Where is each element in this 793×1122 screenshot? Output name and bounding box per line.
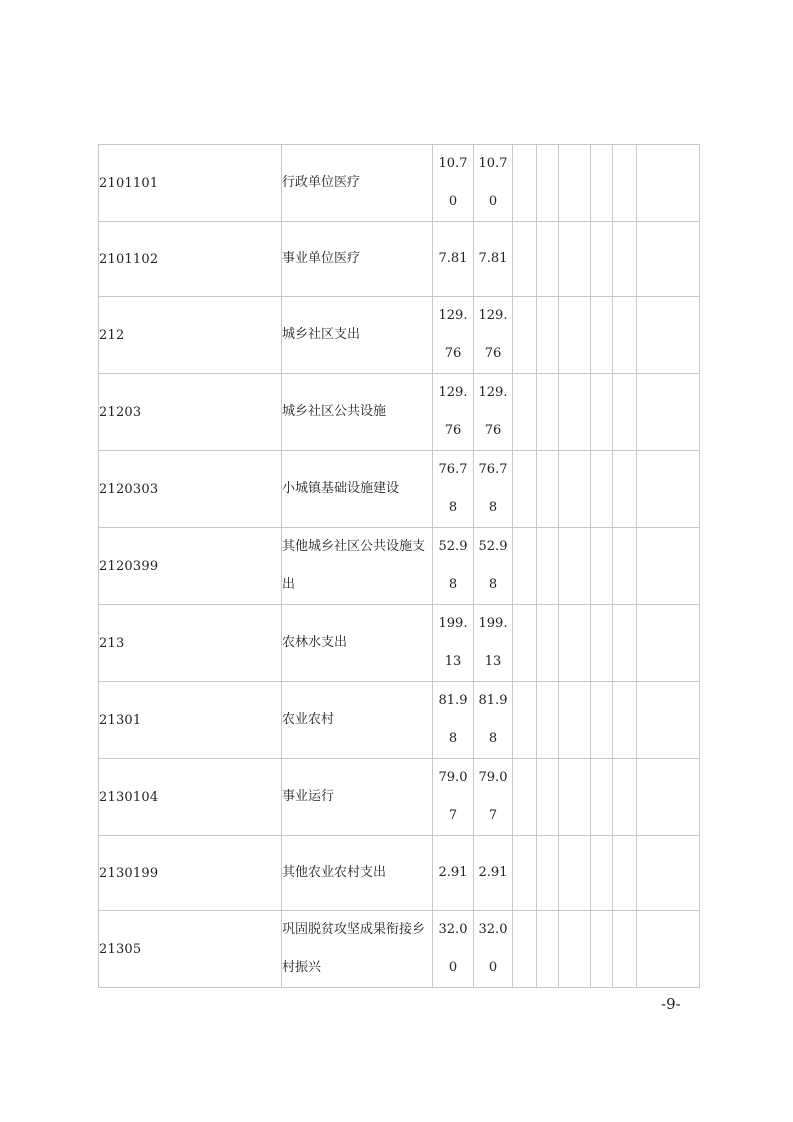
row-value-1-cell xyxy=(433,145,474,222)
empty-cell xyxy=(537,297,559,374)
row-code-cell: 21305 xyxy=(99,911,282,988)
row-code-cell: 2130199 xyxy=(99,836,282,911)
empty-cell xyxy=(591,222,613,297)
empty-cell xyxy=(637,759,700,836)
empty-cell xyxy=(559,605,591,682)
cell-value: 76.78 xyxy=(438,462,468,515)
empty-cell xyxy=(513,528,537,605)
row-code-cell: 21301 xyxy=(99,682,282,759)
cell-value: 81.98 xyxy=(478,693,508,746)
empty-cell xyxy=(591,374,613,451)
cell-value: 129.76 xyxy=(478,385,508,438)
row-name-cell: 农林水支出 xyxy=(282,605,433,682)
empty-cell xyxy=(591,759,613,836)
row-code-cell: 21203 xyxy=(99,374,282,451)
row-code-cell: 2120303 xyxy=(99,451,282,528)
budget-table xyxy=(98,144,700,988)
empty-cell xyxy=(591,605,613,682)
empty-cell xyxy=(637,911,700,988)
row-value-1-cell xyxy=(433,911,474,988)
empty-cell xyxy=(637,451,700,528)
empty-cell xyxy=(537,759,559,836)
row-value-1-cell xyxy=(433,451,474,528)
row-name-cell: 小城镇基础设施建设 xyxy=(282,451,433,528)
empty-cell xyxy=(559,682,591,759)
table-row xyxy=(99,297,700,374)
row-value-1-cell xyxy=(433,374,474,451)
empty-cell xyxy=(613,451,637,528)
empty-cell xyxy=(613,145,637,222)
empty-cell xyxy=(637,297,700,374)
empty-cell xyxy=(637,222,700,297)
cell-value: 10.70 xyxy=(478,156,508,209)
cell-value: 32.00 xyxy=(438,922,468,975)
empty-cell xyxy=(513,605,537,682)
cell-value: 52.98 xyxy=(478,539,508,592)
empty-cell xyxy=(637,836,700,911)
empty-cell xyxy=(637,682,700,759)
cell-value: 10.70 xyxy=(438,156,468,209)
empty-cell xyxy=(537,682,559,759)
empty-cell xyxy=(591,145,613,222)
row-code-cell: 2101101 xyxy=(99,145,282,222)
empty-cell xyxy=(559,145,591,222)
table-row xyxy=(99,451,700,528)
page-number: -9- xyxy=(661,995,681,1013)
cell-value: 2.91 xyxy=(478,865,508,880)
cell-value: 2.91 xyxy=(438,865,468,880)
row-name-cell: 行政单位医疗 xyxy=(282,145,433,222)
row-name-cell: 农业农村 xyxy=(282,682,433,759)
row-name-cell: 巩固脱贫攻坚成果衔接乡村振兴 xyxy=(282,911,433,988)
empty-cell xyxy=(537,374,559,451)
table-row xyxy=(99,682,700,759)
cell-value: 199.13 xyxy=(438,616,468,669)
cell-value: 79.07 xyxy=(478,770,508,823)
table-row xyxy=(99,528,700,605)
empty-cell xyxy=(537,222,559,297)
row-name-cell: 其他城乡社区公共设施支出 xyxy=(282,528,433,605)
empty-cell xyxy=(613,605,637,682)
empty-cell xyxy=(591,836,613,911)
empty-cell xyxy=(513,222,537,297)
empty-cell xyxy=(513,759,537,836)
empty-cell xyxy=(513,374,537,451)
row-value-2-cell xyxy=(474,836,513,911)
row-code-cell: 2101102 xyxy=(99,222,282,297)
empty-cell xyxy=(559,528,591,605)
empty-cell xyxy=(613,911,637,988)
row-value-2-cell xyxy=(474,374,513,451)
empty-cell xyxy=(613,222,637,297)
row-value-2-cell xyxy=(474,222,513,297)
empty-cell xyxy=(591,451,613,528)
cell-value: 76.78 xyxy=(478,462,508,515)
empty-cell xyxy=(537,911,559,988)
empty-cell xyxy=(537,145,559,222)
row-value-2-cell xyxy=(474,682,513,759)
row-name-cell: 其他农业农村支出 xyxy=(282,836,433,911)
empty-cell xyxy=(559,297,591,374)
empty-cell xyxy=(559,759,591,836)
empty-cell xyxy=(637,374,700,451)
cell-value: 129.76 xyxy=(478,308,508,361)
empty-cell xyxy=(559,374,591,451)
empty-cell xyxy=(637,605,700,682)
row-value-1-cell xyxy=(433,759,474,836)
empty-cell xyxy=(537,528,559,605)
cell-value: 7.81 xyxy=(478,251,508,266)
empty-cell xyxy=(591,682,613,759)
empty-cell xyxy=(637,528,700,605)
table-row xyxy=(99,911,700,988)
table-row xyxy=(99,222,700,297)
row-value-2-cell xyxy=(474,528,513,605)
cell-value: 129.76 xyxy=(438,308,468,361)
row-value-2-cell xyxy=(474,451,513,528)
row-value-2-cell xyxy=(474,297,513,374)
cell-value: 129.76 xyxy=(438,385,468,438)
empty-cell xyxy=(613,297,637,374)
cell-value: 199.13 xyxy=(478,616,508,669)
empty-cell xyxy=(637,145,700,222)
empty-cell xyxy=(537,836,559,911)
empty-cell xyxy=(591,911,613,988)
empty-cell xyxy=(537,451,559,528)
row-code-cell: 213 xyxy=(99,605,282,682)
row-name-cell: 事业运行 xyxy=(282,759,433,836)
empty-cell xyxy=(613,682,637,759)
empty-cell xyxy=(513,297,537,374)
empty-cell xyxy=(613,374,637,451)
table-row xyxy=(99,605,700,682)
row-value-1-cell xyxy=(433,836,474,911)
empty-cell xyxy=(613,836,637,911)
table-row xyxy=(99,145,700,222)
empty-cell xyxy=(513,451,537,528)
row-value-1-cell xyxy=(433,297,474,374)
row-value-1-cell xyxy=(433,222,474,297)
cell-value: 52.98 xyxy=(438,539,468,592)
row-value-2-cell xyxy=(474,911,513,988)
empty-cell xyxy=(559,451,591,528)
cell-value: 79.07 xyxy=(438,770,468,823)
row-value-1-cell xyxy=(433,682,474,759)
table-row xyxy=(99,759,700,836)
cell-value: 7.81 xyxy=(438,251,468,266)
table-body xyxy=(99,145,700,988)
empty-cell xyxy=(559,911,591,988)
cell-value: 81.98 xyxy=(438,693,468,746)
empty-cell xyxy=(513,836,537,911)
row-value-2-cell xyxy=(474,759,513,836)
empty-cell xyxy=(591,528,613,605)
row-value-2-cell xyxy=(474,145,513,222)
empty-cell xyxy=(537,605,559,682)
cell-value: 32.00 xyxy=(478,922,508,975)
row-code-cell: 2130104 xyxy=(99,759,282,836)
table-row xyxy=(99,374,700,451)
row-value-2-cell xyxy=(474,605,513,682)
row-code-cell: 2120399 xyxy=(99,528,282,605)
row-name-cell: 城乡社区公共设施 xyxy=(282,374,433,451)
row-value-1-cell xyxy=(433,605,474,682)
empty-cell xyxy=(559,836,591,911)
empty-cell xyxy=(513,911,537,988)
empty-cell xyxy=(591,297,613,374)
row-code-cell: 212 xyxy=(99,297,282,374)
row-value-1-cell xyxy=(433,528,474,605)
empty-cell xyxy=(513,682,537,759)
empty-cell xyxy=(513,145,537,222)
row-name-cell: 城乡社区支出 xyxy=(282,297,433,374)
table-row xyxy=(99,836,700,911)
empty-cell xyxy=(613,528,637,605)
empty-cell xyxy=(559,222,591,297)
empty-cell xyxy=(613,759,637,836)
row-name-cell: 事业单位医疗 xyxy=(282,222,433,297)
